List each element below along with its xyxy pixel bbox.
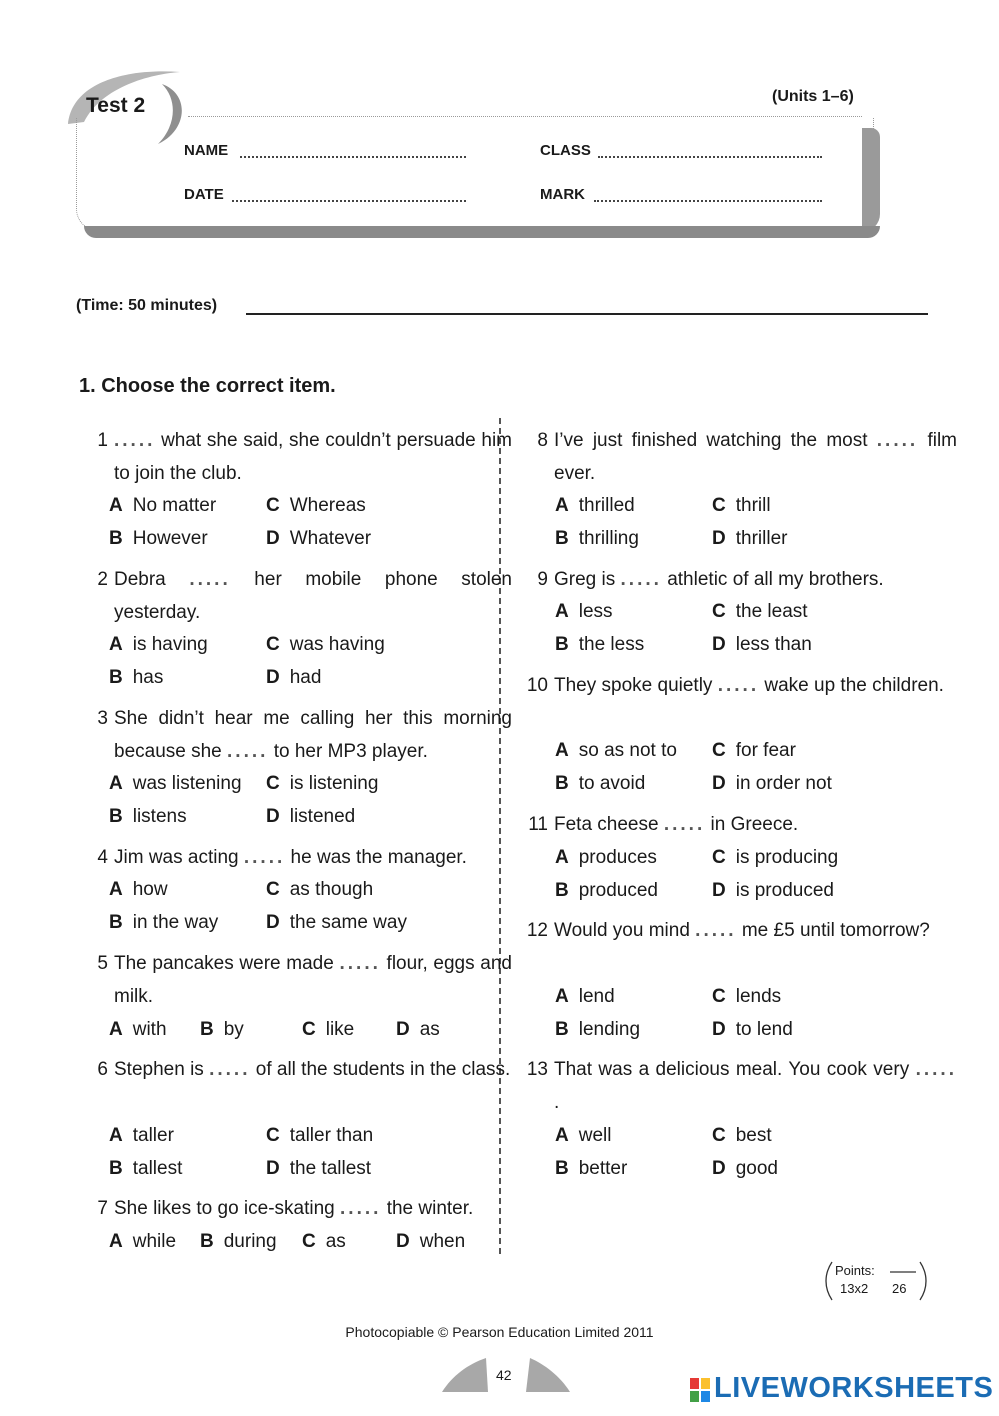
option-c[interactable] bbox=[302, 1225, 346, 1258]
option-letter: D bbox=[266, 1158, 280, 1179]
option-d[interactable] bbox=[712, 767, 832, 800]
student-info-box bbox=[76, 118, 874, 231]
option-text: Whereas bbox=[289, 495, 366, 516]
option-text: during bbox=[223, 1231, 277, 1252]
stem-text-after: in Greece. bbox=[705, 814, 799, 835]
option-c[interactable] bbox=[712, 595, 808, 628]
option-letter: B bbox=[109, 1158, 123, 1179]
option-text: as though bbox=[289, 879, 374, 900]
answer-blank[interactable]: ..... bbox=[189, 569, 231, 590]
option-a[interactable] bbox=[555, 595, 613, 628]
question-stem bbox=[554, 914, 957, 947]
option-text: However bbox=[132, 528, 208, 549]
test-title: Test 2 bbox=[86, 94, 146, 117]
option-text: while bbox=[132, 1231, 177, 1252]
option-text: the less bbox=[578, 634, 645, 655]
option-b[interactable] bbox=[555, 628, 644, 661]
option-a[interactable] bbox=[555, 1119, 611, 1152]
option-letter: C bbox=[266, 495, 280, 516]
option-text: as bbox=[419, 1019, 440, 1040]
stem-text-after: athletic of all my brothers. bbox=[661, 569, 884, 590]
option-text: less bbox=[578, 601, 613, 622]
stem-text-after: to her MP3 player. bbox=[268, 741, 428, 762]
question-number: 2 bbox=[97, 569, 108, 590]
question-stem bbox=[114, 947, 512, 1013]
option-letter: D bbox=[266, 806, 280, 827]
option-c[interactable] bbox=[302, 1013, 354, 1046]
option-text: No matter bbox=[132, 495, 217, 516]
stem-text-before: They spoke quietly bbox=[554, 675, 718, 696]
stem-text-after: flour, eggs and milk. bbox=[114, 953, 512, 1007]
option-text: is listening bbox=[289, 773, 379, 794]
option-letter: B bbox=[200, 1231, 214, 1252]
option-letter: D bbox=[712, 1158, 726, 1179]
question-stem bbox=[554, 424, 957, 490]
option-letter: B bbox=[200, 1019, 214, 1040]
option-text: good bbox=[735, 1158, 779, 1179]
stem-text-after: film ever. bbox=[554, 430, 957, 484]
option-letter: D bbox=[712, 1019, 726, 1040]
question-stem bbox=[114, 424, 512, 490]
question-stem bbox=[554, 563, 957, 596]
option-text: the least bbox=[735, 601, 808, 622]
option-text: produced bbox=[578, 880, 658, 901]
option-a[interactable] bbox=[555, 489, 635, 522]
option-d[interactable] bbox=[396, 1225, 465, 1258]
option-text: Whatever bbox=[289, 528, 372, 549]
option-text: well bbox=[578, 1125, 612, 1146]
question-stem bbox=[114, 702, 512, 768]
option-text: has bbox=[132, 667, 164, 688]
option-letter: C bbox=[712, 1125, 726, 1146]
question-number: 9 bbox=[537, 569, 548, 590]
date-field[interactable] bbox=[232, 200, 466, 202]
option-text: is having bbox=[132, 634, 208, 655]
option-text: in the way bbox=[132, 912, 219, 933]
header-box-shadow-right bbox=[862, 128, 880, 232]
option-letter: A bbox=[109, 773, 123, 794]
option-d[interactable] bbox=[266, 1152, 371, 1185]
option-letter: C bbox=[302, 1231, 316, 1252]
option-text: when bbox=[419, 1231, 466, 1252]
liveworksheets-logo: LIVEWORKSHEETS bbox=[714, 1372, 994, 1404]
option-d[interactable] bbox=[712, 1013, 793, 1046]
question-stem bbox=[114, 1053, 512, 1086]
option-text: like bbox=[325, 1019, 355, 1040]
option-text: how bbox=[132, 879, 168, 900]
option-text: thrilled bbox=[578, 495, 635, 516]
option-letter: C bbox=[712, 986, 726, 1007]
answer-blank[interactable]: ..... bbox=[876, 430, 919, 451]
time-label: (Time: 50 minutes) bbox=[76, 297, 218, 314]
stem-text-before: Greg is bbox=[554, 569, 621, 590]
option-text: lending bbox=[578, 1019, 641, 1040]
option-text: thrilling bbox=[578, 528, 639, 549]
option-d[interactable] bbox=[712, 522, 787, 555]
option-b[interactable] bbox=[555, 767, 645, 800]
option-c[interactable] bbox=[266, 1119, 373, 1152]
stem-text-after: me £5 until tomorrow? bbox=[736, 920, 930, 941]
option-text: is producing bbox=[735, 847, 839, 868]
option-letter: B bbox=[109, 667, 123, 688]
question-stem bbox=[114, 841, 512, 874]
option-c[interactable] bbox=[266, 628, 385, 661]
option-text: for fear bbox=[735, 740, 796, 761]
option-letter: A bbox=[555, 1125, 569, 1146]
option-text: was listening bbox=[132, 773, 242, 794]
option-letter: D bbox=[712, 773, 726, 794]
stem-text-before: She likes to go ice-skating bbox=[114, 1198, 341, 1219]
question-number: 1 bbox=[97, 430, 108, 451]
answer-blank[interactable]: ..... bbox=[695, 920, 737, 941]
option-b[interactable] bbox=[555, 1013, 640, 1046]
question-number: 7 bbox=[97, 1198, 108, 1219]
stem-text-after: what she said, she couldn’t persuade him to join the club. bbox=[114, 430, 512, 484]
answer-blank[interactable]: ..... bbox=[620, 569, 662, 590]
option-letter: B bbox=[109, 528, 123, 549]
option-text: by bbox=[223, 1019, 244, 1040]
option-text: was having bbox=[289, 634, 385, 655]
option-text: had bbox=[289, 667, 322, 688]
option-a[interactable] bbox=[109, 1013, 167, 1046]
option-a[interactable] bbox=[109, 489, 216, 522]
option-letter: C bbox=[712, 740, 726, 761]
option-text: the tallest bbox=[289, 1158, 372, 1179]
option-letter: D bbox=[712, 528, 726, 549]
option-letter: B bbox=[555, 880, 569, 901]
option-a[interactable] bbox=[555, 980, 615, 1013]
name-label: NAME bbox=[184, 142, 229, 159]
option-a[interactable] bbox=[109, 873, 168, 906]
option-letter: B bbox=[555, 1158, 569, 1179]
answer-blank[interactable]: ..... bbox=[339, 953, 381, 974]
column-divider bbox=[499, 418, 501, 1254]
option-letter: A bbox=[109, 1019, 123, 1040]
option-d[interactable] bbox=[266, 800, 355, 833]
option-letter: C bbox=[712, 601, 726, 622]
option-c[interactable] bbox=[266, 767, 378, 800]
option-text: listened bbox=[289, 806, 356, 827]
question-number: 6 bbox=[97, 1059, 108, 1080]
option-letter: B bbox=[109, 912, 123, 933]
option-letter: A bbox=[555, 740, 569, 761]
option-text: to avoid bbox=[578, 773, 646, 794]
option-d[interactable] bbox=[266, 906, 407, 939]
stem-text-after: of all the students in the class. bbox=[250, 1059, 511, 1080]
question-number: 8 bbox=[537, 430, 548, 451]
option-c[interactable] bbox=[712, 1119, 772, 1152]
stem-text-after: he was the manager. bbox=[285, 847, 467, 868]
option-c[interactable] bbox=[712, 841, 838, 874]
question-number: 11 bbox=[528, 814, 548, 835]
option-letter: A bbox=[109, 495, 123, 516]
stem-text-after: . bbox=[554, 1092, 560, 1113]
option-text: thrill bbox=[735, 495, 771, 516]
option-text: the same way bbox=[289, 912, 407, 933]
option-text: produces bbox=[578, 847, 657, 868]
option-letter: A bbox=[109, 634, 123, 655]
stem-text-after: her mobile phone stolen yesterday. bbox=[114, 569, 512, 623]
option-letter: A bbox=[109, 879, 123, 900]
option-letter: B bbox=[109, 806, 123, 827]
header-dotted-rule bbox=[188, 116, 862, 117]
option-b[interactable] bbox=[109, 906, 218, 939]
option-a[interactable] bbox=[109, 1225, 176, 1258]
option-d[interactable] bbox=[712, 874, 834, 907]
option-text: tallest bbox=[132, 1158, 183, 1179]
answer-blank[interactable]: ..... bbox=[243, 847, 286, 868]
option-text: taller than bbox=[289, 1125, 374, 1146]
option-text: listens bbox=[132, 806, 187, 827]
answer-blank[interactable]: ..... bbox=[663, 814, 706, 835]
option-text: better bbox=[578, 1158, 628, 1179]
option-c[interactable] bbox=[266, 489, 366, 522]
option-letter: C bbox=[266, 773, 280, 794]
answer-blank[interactable]: ..... bbox=[114, 430, 156, 451]
question-number: 13 bbox=[526, 1059, 548, 1080]
option-letter: D bbox=[266, 912, 280, 933]
option-d[interactable] bbox=[712, 628, 812, 661]
option-letter: D bbox=[396, 1231, 410, 1252]
question-stem bbox=[554, 808, 957, 841]
option-b[interactable] bbox=[555, 874, 658, 907]
option-b[interactable] bbox=[109, 522, 208, 555]
option-letter: B bbox=[555, 634, 569, 655]
option-letter: B bbox=[555, 773, 569, 794]
option-b[interactable] bbox=[200, 1013, 244, 1046]
stem-text-before: That was a delicious meal. You cook very bbox=[554, 1059, 916, 1080]
option-text: thriller bbox=[735, 528, 788, 549]
question-stem bbox=[554, 1053, 957, 1119]
option-c[interactable] bbox=[712, 980, 781, 1013]
option-letter: A bbox=[109, 1125, 123, 1146]
option-text: in order not bbox=[735, 773, 832, 794]
answer-blank[interactable]: ..... bbox=[209, 1059, 251, 1080]
option-b[interactable] bbox=[555, 1152, 627, 1185]
copyright-footer: Photocopiable © Pearson Education Limited 2011 bbox=[345, 1324, 654, 1340]
option-letter: C bbox=[266, 879, 280, 900]
stem-text-before: The pancakes were made bbox=[114, 953, 340, 974]
option-letter: C bbox=[712, 495, 726, 516]
option-text: less than bbox=[735, 634, 812, 655]
option-d[interactable] bbox=[396, 1013, 440, 1046]
question-stem bbox=[554, 669, 957, 702]
question-number: 5 bbox=[97, 953, 108, 974]
units-label: (Units 1–6) bbox=[772, 88, 854, 105]
points-formula: 13x2 bbox=[840, 1281, 869, 1296]
option-letter: C bbox=[712, 847, 726, 868]
liveworksheets-logo-icon bbox=[690, 1378, 710, 1402]
option-letter: B bbox=[555, 1019, 569, 1040]
time-rule bbox=[246, 313, 928, 315]
option-a[interactable] bbox=[555, 841, 657, 874]
class-label: CLASS bbox=[540, 142, 591, 159]
option-a[interactable] bbox=[109, 628, 208, 661]
option-b[interactable] bbox=[109, 1152, 182, 1185]
stem-text-before: I’ve just finished watching the most bbox=[554, 430, 877, 451]
option-text: with bbox=[132, 1019, 167, 1040]
answer-blank[interactable]: ..... bbox=[915, 1059, 957, 1080]
option-text: so as not to bbox=[578, 740, 677, 761]
mark-field[interactable] bbox=[594, 200, 822, 202]
name-field[interactable] bbox=[240, 156, 466, 158]
class-field[interactable] bbox=[598, 156, 822, 158]
option-letter: D bbox=[396, 1019, 410, 1040]
section-title: 1. Choose the correct item. bbox=[79, 375, 336, 397]
option-c[interactable] bbox=[712, 734, 796, 767]
option-letter: A bbox=[109, 1231, 123, 1252]
answer-blank[interactable]: ..... bbox=[717, 675, 760, 696]
stem-text-before: Jim was acting bbox=[114, 847, 244, 868]
option-text: lends bbox=[735, 986, 782, 1007]
stem-text-after: the winter. bbox=[381, 1198, 474, 1219]
option-text: is produced bbox=[735, 880, 834, 901]
option-letter: B bbox=[555, 528, 569, 549]
stem-text-before: Debra bbox=[114, 569, 190, 590]
question-number: 10 bbox=[526, 675, 548, 696]
stem-text-after: wake up the children. bbox=[759, 675, 944, 696]
option-d[interactable] bbox=[266, 522, 371, 555]
stem-text-before: Would you mind bbox=[554, 920, 696, 941]
option-letter: D bbox=[266, 528, 280, 549]
answer-blank[interactable]: ..... bbox=[227, 741, 269, 762]
option-text: lend bbox=[578, 986, 615, 1007]
date-label: DATE bbox=[184, 186, 224, 203]
question-stem bbox=[114, 563, 512, 629]
answer-blank[interactable]: ..... bbox=[340, 1198, 382, 1219]
option-b[interactable] bbox=[555, 522, 639, 555]
option-d[interactable] bbox=[712, 1152, 778, 1185]
points-label: Points: bbox=[835, 1263, 875, 1278]
option-b[interactable] bbox=[109, 661, 163, 694]
question-stem bbox=[114, 1192, 512, 1225]
option-letter: D bbox=[712, 634, 726, 655]
question-number: 4 bbox=[97, 847, 108, 868]
option-b[interactable] bbox=[109, 800, 187, 833]
option-letter: D bbox=[712, 880, 726, 901]
stem-text-before: Stephen is bbox=[114, 1059, 210, 1080]
points-total: 26 bbox=[892, 1281, 907, 1296]
option-letter: C bbox=[266, 634, 280, 655]
question-number: 3 bbox=[97, 708, 108, 729]
option-c[interactable] bbox=[712, 489, 771, 522]
option-letter: A bbox=[555, 495, 569, 516]
option-text: to lend bbox=[735, 1019, 793, 1040]
option-text: taller bbox=[132, 1125, 174, 1146]
option-d[interactable] bbox=[266, 661, 321, 694]
question-number: 12 bbox=[526, 920, 548, 941]
option-text: best bbox=[735, 1125, 772, 1146]
stem-text-before: She didn’t hear me calling her this morning because she bbox=[114, 708, 512, 762]
option-letter: A bbox=[555, 986, 569, 1007]
option-letter: D bbox=[266, 667, 280, 688]
option-a[interactable] bbox=[109, 1119, 174, 1152]
option-letter: C bbox=[266, 1125, 280, 1146]
option-letter: C bbox=[302, 1019, 316, 1040]
option-text: as bbox=[325, 1231, 346, 1252]
option-a[interactable] bbox=[109, 767, 242, 800]
option-letter: A bbox=[555, 601, 569, 622]
option-letter: A bbox=[555, 847, 569, 868]
stem-text-before: Feta cheese bbox=[554, 814, 664, 835]
option-b[interactable] bbox=[200, 1225, 277, 1258]
header-box-shadow-bottom bbox=[84, 226, 880, 238]
mark-label: MARK bbox=[540, 186, 585, 203]
option-a[interactable] bbox=[555, 734, 677, 767]
option-c[interactable] bbox=[266, 873, 373, 906]
page-number: 42 bbox=[496, 1367, 512, 1383]
